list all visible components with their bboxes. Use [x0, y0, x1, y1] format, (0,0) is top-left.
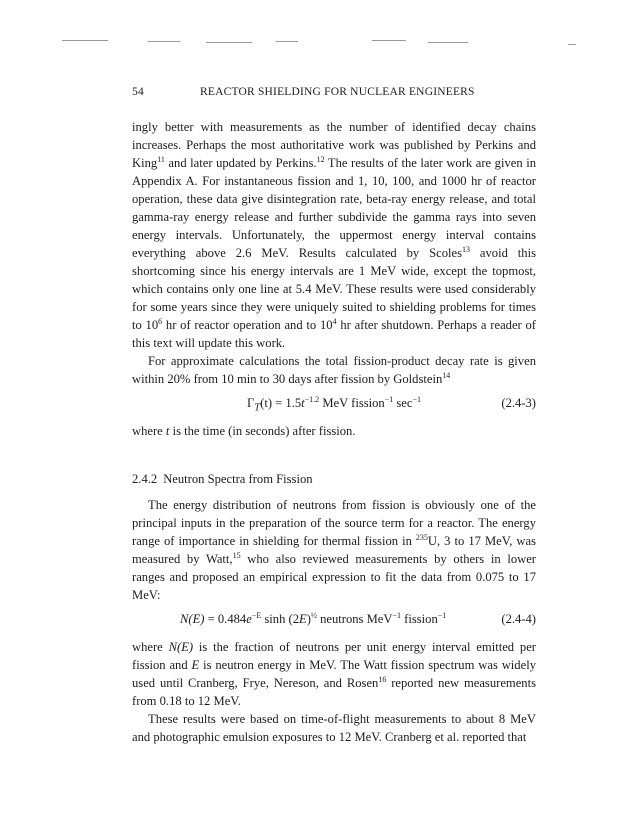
reference-14: 14	[442, 370, 451, 380]
page-number: 54	[132, 86, 144, 98]
reference-16: 16	[378, 674, 387, 684]
equation-body: $\Gamma_T(t) = 1.5t^{-1.2}$ MeV fission$^{-1}$ $\sec^{-1}$	[247, 394, 421, 414]
equation-number: (2.4-3)	[501, 396, 536, 410]
equation-2-4-3	[132, 394, 536, 414]
equation-2-4-4	[132, 610, 536, 630]
paragraph-time-of-flight: These results were based on time-of-flight measurements to about 8 MeV and photographic emulsion exposures to 12 MeV. Cranberg et al. reported that	[132, 712, 536, 744]
body-text	[132, 118, 536, 746]
section-number: 2.4.2	[132, 472, 158, 486]
reference-15: 15	[232, 550, 241, 560]
reference-13: 13	[462, 244, 470, 254]
reference-12: 12	[316, 154, 325, 164]
section-title: Neutron Spectra from Fission	[163, 472, 313, 486]
equation-number: (2.4-4)	[501, 612, 536, 626]
paragraph-cranberg: where N(E) is the fraction of neutrons per unit energy interval emitted per fission and E is neutron energy in MeV. The Watt fission spectrum was widely used until Cranberg, Frye, Nereson, and Rosen$^{16}$ reported new measurements from 0.18 to 12 MeV.	[132, 640, 536, 708]
equation-body: $N(E) = 0.484e^{-E}$ $\sinh (2E)^{\frac{1}{2}}$ neutrons MeV$^{-1}$ fission$^{-1}$	[180, 610, 447, 626]
running-title: REACTOR SHIELDING FOR NUCLEAR ENGINEERS	[200, 86, 475, 98]
paragraph-goldstein: For approximate calculations the total fission-product decay rate is given within 20% from 10 min to 30 days after fission by Goldstein$^{14}$	[132, 354, 536, 386]
section-heading	[132, 470, 536, 488]
paragraph-time-definition: where t is the time (in seconds) after fission.	[132, 424, 356, 438]
paragraph-watt: The energy distribution of neutrons from fission is obviously one of the principal inputs in the preparation of the source term for a reactor. The energy range of importance in shielding for thermal fission in $^{235}$U, 3 to 17 MeV, was measured by Watt,$^{15}$ who also reviewed measurements by others in lower ranges and proposed an empirical expression to fit the data from 0.075 to 17 MeV:	[132, 498, 536, 602]
reference-11: 11	[157, 154, 165, 164]
paragraph-decay-chains: ingly better with measurements as the number of identified decay chains increases. Perhaps the most authoritative work was published by Perkins and King$^{11}$ and later updated by Perkins.$^{12}$ The results of the later work are given in Appendix A. For instantaneous fission and 1, 10, 100, and 1000 hr of reactor operation, these data give disintegration rate, beta-ray energy release, and total gamma-ray energy release and further subdivide the gamma rays into seven energy intervals. Unfortunately, the uppermost energy interval contains everything above 2.6 MeV. Results calculated by Scoles$^{13}$ avoid this shortcoming since his energy intervals are 1 MeV wide, except the topmost, which contains only one line at 5.4 MeV. These results were used considerably for some years since they were uniquely suited to shielding problems for times to $10^6$ hr of reactor operation and to $10^4$ hr after shutdown. Perhaps a reader of this text will update this work.	[132, 120, 537, 350]
